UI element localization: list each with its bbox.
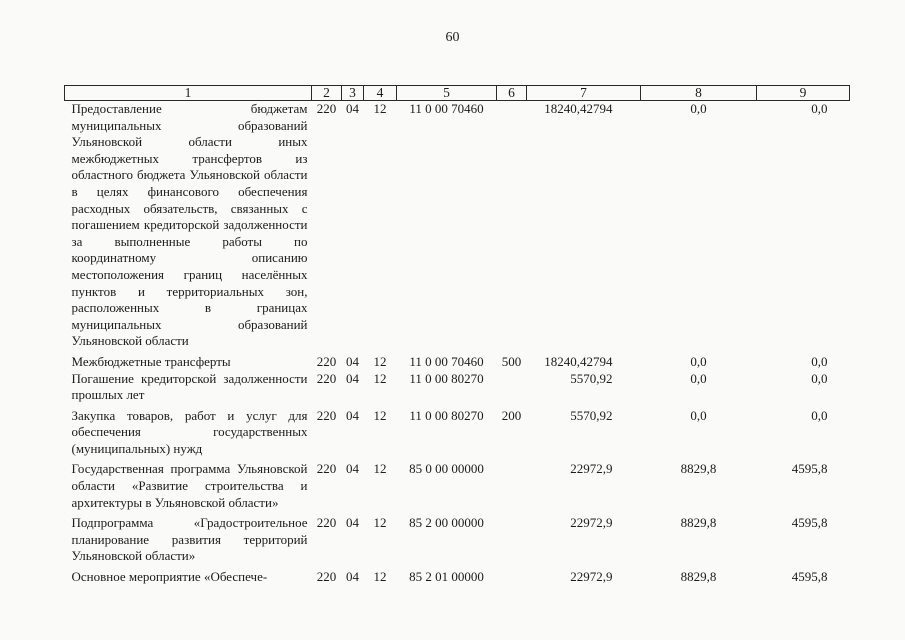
cell-col5: 85 0 00 00000 bbox=[409, 461, 484, 477]
cell-col7: 22972,9 bbox=[570, 461, 613, 477]
column-header: 8 bbox=[641, 86, 757, 101]
cell-col6 bbox=[497, 515, 527, 565]
cell-col8: 0,0 bbox=[690, 101, 707, 116]
row-name: Предоставление бюджетам муниципальных образований Ульяновской области иных межбюджетных трансфертов из областного бюджета Ульяновской области в целях финансового обеспечения расходных обязательств, связанных с погашением кредиторской задолженности за выполненные работы по координатному описанию местоположения границ населённых пунктов и территориальных зон, расположенных в границах муниципальных образований Ульяновской области bbox=[71, 101, 308, 349]
column-header: 6 bbox=[497, 86, 527, 101]
cell-col8: 8829,8 bbox=[680, 461, 717, 477]
column-header: 2 bbox=[312, 86, 342, 101]
table-row bbox=[65, 569, 850, 586]
cell-col3: 04 bbox=[346, 461, 359, 477]
cell-col8: 8829,8 bbox=[680, 515, 717, 531]
cell-col2: 220 bbox=[316, 461, 337, 477]
cell-col6: 200 bbox=[501, 407, 522, 423]
cell-col9: 4595,8 bbox=[791, 569, 828, 585]
cell-col3: 04 bbox=[346, 353, 359, 369]
cell-col9: 0,0 bbox=[811, 370, 828, 386]
budget-table bbox=[64, 85, 850, 586]
column-header: 9 bbox=[757, 86, 850, 101]
cell-col6 bbox=[497, 461, 527, 511]
page-number: 60 bbox=[445, 30, 460, 45]
cell-col2: 220 bbox=[316, 370, 337, 386]
cell-col7: 5570,92 bbox=[570, 407, 613, 423]
table-row bbox=[65, 515, 850, 565]
cell-col5: 11 0 00 80270 bbox=[409, 407, 484, 423]
cell-col8: 0,0 bbox=[690, 407, 707, 423]
cell-col6 bbox=[497, 569, 527, 586]
cell-col2: 220 bbox=[316, 515, 337, 531]
table-row bbox=[65, 354, 850, 371]
cell-col6 bbox=[497, 371, 527, 404]
cell-col7: 22972,9 bbox=[570, 515, 613, 531]
cell-col7: 5570,92 bbox=[570, 370, 613, 386]
cell-col6 bbox=[497, 101, 527, 350]
cell-col5: 85 2 00 00000 bbox=[409, 515, 484, 531]
row-name: Погашение кредиторской задолженности прошлых лет bbox=[71, 370, 308, 403]
cell-col2: 220 bbox=[316, 569, 337, 585]
cell-col8: 0,0 bbox=[690, 370, 707, 386]
row-name: Основное мероприятие «Обеспече- bbox=[71, 569, 268, 585]
cell-col8: 8829,8 bbox=[680, 569, 717, 585]
cell-col2: 220 bbox=[316, 101, 337, 116]
cell-col3: 04 bbox=[346, 515, 359, 531]
cell-col2: 220 bbox=[316, 407, 337, 423]
cell-col9: 0,0 bbox=[811, 101, 828, 116]
column-header: 4 bbox=[364, 86, 397, 101]
row-name: Государственная программа Ульяновской области «Развитие строительства и архитектуры в Ульяновской области» bbox=[71, 461, 308, 510]
column-header-row bbox=[65, 86, 850, 101]
cell-col7: 22972,9 bbox=[570, 569, 613, 585]
table-row bbox=[65, 371, 850, 404]
cell-col4: 12 bbox=[373, 407, 387, 423]
cell-col5: 11 0 00 80270 bbox=[409, 370, 484, 386]
cell-col3: 04 bbox=[346, 370, 359, 386]
row-name: Межбюджетные трансферты bbox=[71, 353, 231, 369]
cell-col4: 12 bbox=[373, 569, 387, 585]
column-header: 3 bbox=[342, 86, 364, 101]
row-name: Закупка товаров, работ и услуг для обеспечения государственных (муниципальных) нужд bbox=[71, 407, 308, 456]
column-header: 5 bbox=[397, 86, 497, 101]
cell-col4: 12 bbox=[373, 515, 387, 531]
cell-col8: 0,0 bbox=[690, 353, 707, 369]
table-row bbox=[65, 461, 850, 511]
cell-col5: 11 0 00 70460 bbox=[409, 353, 484, 369]
cell-col9: 0,0 bbox=[811, 353, 828, 369]
cell-col5: 85 2 01 00000 bbox=[409, 569, 484, 585]
table-row bbox=[65, 101, 850, 350]
cell-col4: 12 bbox=[373, 370, 387, 386]
cell-col3: 04 bbox=[346, 407, 359, 423]
table-row bbox=[65, 408, 850, 458]
cell-col7: 18240,42794 bbox=[544, 101, 613, 116]
row-name: Подпрограмма «Градостроительное планирование развития территорий Ульяновской области» bbox=[71, 515, 308, 564]
cell-col3: 04 bbox=[346, 101, 359, 116]
cell-col2: 220 bbox=[316, 353, 337, 369]
cell-col3: 04 bbox=[346, 569, 359, 585]
cell-col4: 12 bbox=[373, 101, 387, 116]
column-header: 7 bbox=[527, 86, 641, 101]
cell-col9: 4595,8 bbox=[791, 461, 828, 477]
column-header: 1 bbox=[65, 86, 312, 101]
cell-col9: 0,0 bbox=[811, 407, 828, 423]
cell-col4: 12 bbox=[373, 461, 387, 477]
cell-col7: 18240,42794 bbox=[544, 353, 613, 369]
cell-col9: 4595,8 bbox=[791, 515, 828, 531]
cell-col6: 500 bbox=[501, 353, 522, 369]
cell-col5: 11 0 00 70460 bbox=[409, 101, 484, 116]
cell-col4: 12 bbox=[373, 353, 387, 369]
